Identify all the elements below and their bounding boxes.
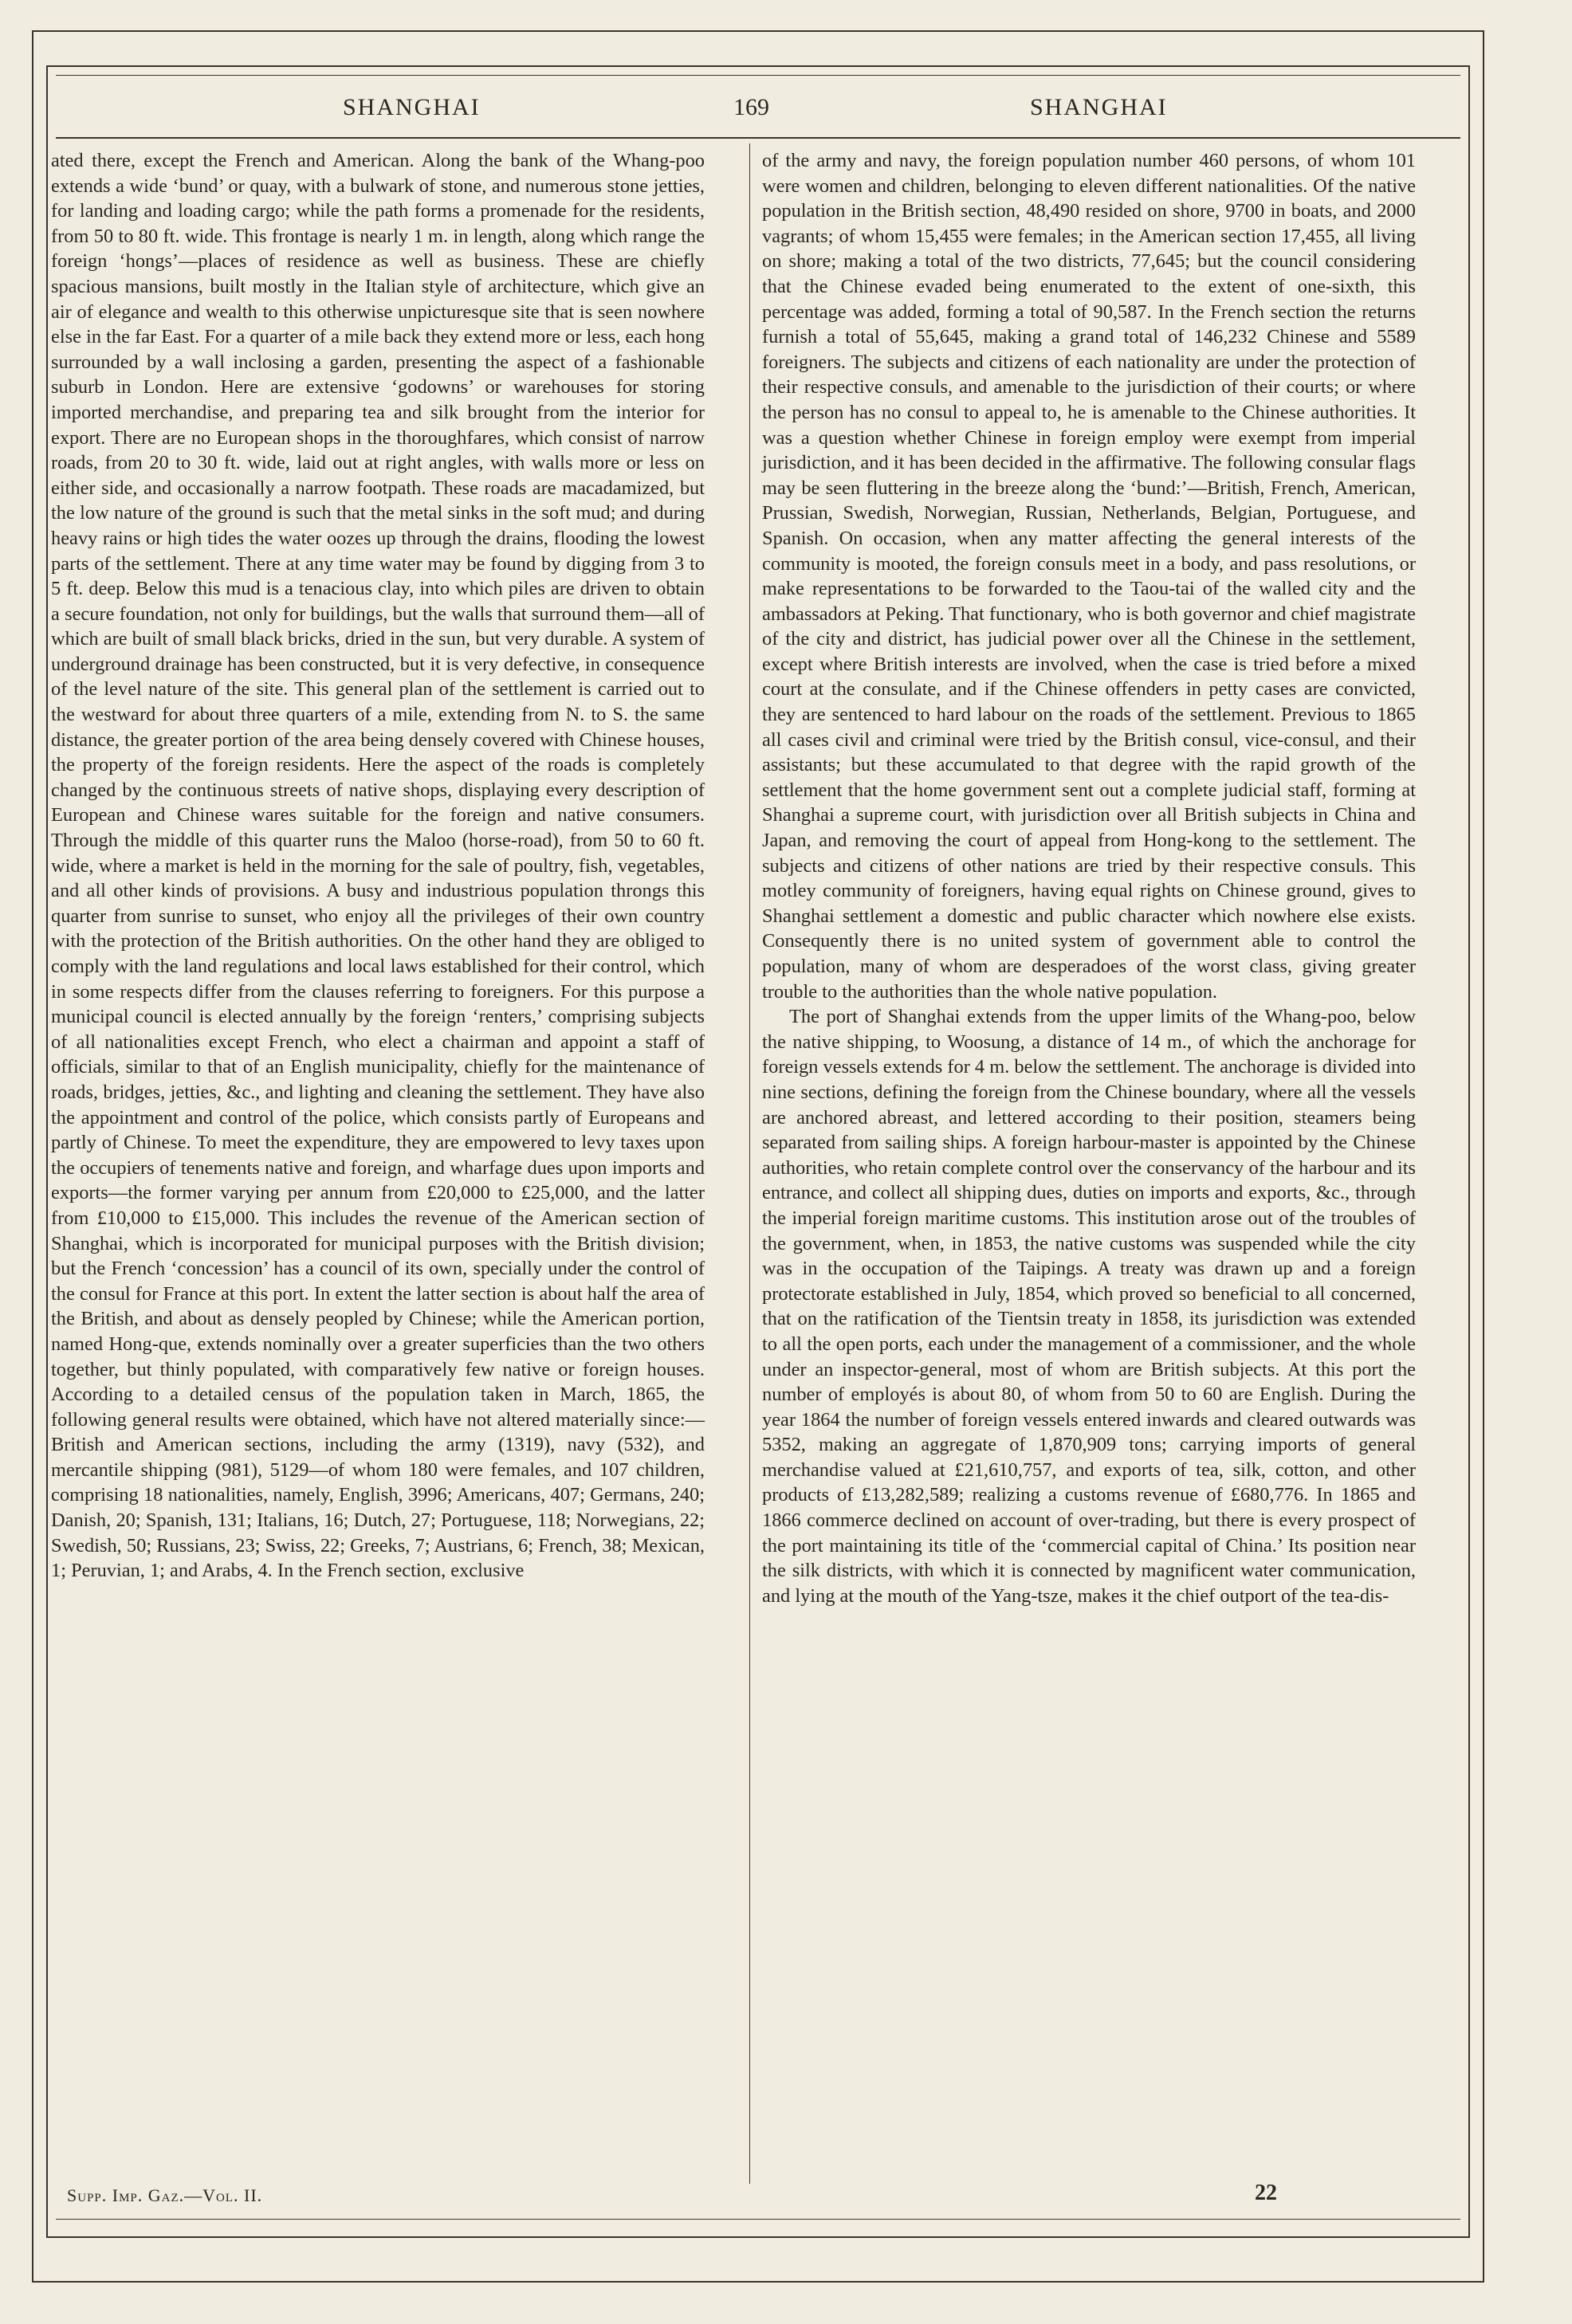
right-paragraph-2: The port of Shanghai extends from the upper limits of the Whang-poo, below the native shipping, to Woosung, a distance of 14 m., of which the anchorage for foreign vessels extends for 4 m. below the settlement. The anchorage is divided into nine sections, defining the foreign from the Chinese boundary, where all the vessels are anchored abreast, and lettered according to their position, steamers being separated from sailing ships. A foreign harbour-master is appointed by the Chinese authorities, who retain complete control over the conservancy of the harbour and its entrance, and collect all shipping dues, duties on imports and exports, &c., through the imperial foreign maritime customs. This institution arose out of the troubles of the government, when, in 1853, the native customs was suspended while the city was in the occupation of the Taipings. A treaty was drawn up and a foreign protectorate established in July, 1854, which proved so beneficial to all concerned, that on the ratification of the Tientsin treaty in 1858, its jurisdiction was extended to all the open ports, each under the management of a commissioner, and the whole under an inspector-general, most of whom are British subjects. At this port the number of employés is about 80, of whom from 50 to 60 are English. During the year 1864 the number of foreign vessels entered inwards and cleared outwards was 5352, making an aggregate of 1,870,909 tons; carrying imports of general merchandise valued at £21,610,757, and exports of tea, silk, cotton, and other products of £13,282,589; realizing a customs revenue of £680,776. In 1865 and 1866 commerce declined on account of over-trading, but there is every prospect of the port maintaining its title of the ‘commercial capital of China.’ Its position near the silk districts, with which it is connected by magnificent water communication, and lying at the mouth of the Yang-tsze, makes it the chief outport of the tea-dis-	[762, 1006, 1416, 1607]
outer-rule-right	[1483, 30, 1484, 2283]
header-rule-top	[56, 75, 1460, 76]
footer-rule	[56, 2219, 1460, 2220]
inner-rule-right	[1468, 65, 1470, 2238]
left-paragraph-1: ated there, except the French and American. Along the bank of the Whang-poo extends a wide ‘bund’ or quay, with a bulwark of stone, and numerous stone jetties, for landing and loading cargo; while the path forms a promenade for the residents, from 50 to 80 ft. wide. This frontage is nearly 1 m. in length, along which range the foreign ‘hongs’—places of residence as well as business. These are chiefly spacious mansions, built mostly in the Italian style of architecture, which give an air of elegance and wealth to this otherwise unpicturesque site that is seen nowhere else in the far East. For a quarter of a mile back they extend more or less, each hong surrounded by a wall inclosing a garden, presenting the aspect of a fashionable suburb in London. Here are extensive ‘godowns’ or warehouses for storing imported merchandise, and preparing tea and silk brought from the interior for export. There are no European shops in the thoroughfares, which consist of narrow roads, from 20 to 30 ft. wide, laid out at right angles, with walls more or less on either side, and occasionally a narrow footpath. These roads are macadamized, but the low nature of the ground is such that the metal sinks in the soft mud; and during heavy rains or high tides the water oozes up through the drains, flooding the lowest parts of the settlement. There at any time water may be found by digging from 3 to 5 ft. deep. Below this mud is a tenacious clay, into which piles are driven to obtain a secure foundation, not only for buildings, but the walls that surround them—all of which are built of small black bricks, dried in the sun, but very durable. A system of underground drainage has been constructed, but it is very defective, in consequence of the level nature of the site. This general plan of the settlement is carried out to the westward for about three quarters of a mile, extending from N. to S. the same distance, the greater portion of the area being densely covered with Chinese houses, the property of the foreign residents. Here the aspect of the roads is completely changed by the continuous streets of native shops, displaying every description of European and Chinese wares suitable for the foreign and native consumers. Through the middle of this quarter runs the Maloo (horse-road), from 50 to 60 ft. wide, where a market is held in the morning for the sale of poultry, fish, vegetables, and all other kinds of provisions. A busy and industrious population throngs this quarter from sunrise to sunset, who enjoy all the privileges of their own country with the protection of the British authorities. On the other hand they are obliged to comply with the land regulations and local laws established for their control, which in some respects differ from the clauses referring to foreigners. For this purpose a municipal council is elected annually by the foreign ‘renters,’ comprising subjects of all nationalities except French, who elect a chairman and appoint a staff of officials, similar to that of an English municipality, chiefly for the maintenance of roads, bridges, jetties, &c., and lighting and cleaning the settlement. They have also the appointment and control of the police, which consists partly of Europeans and partly of Chinese. To meet the expenditure, they are empowered to levy taxes upon the occupiers of tenements native and foreign, and wharfage dues upon imports and exports—the former varying per annum from £20,000 to £25,000, and the latter from £10,000 to £15,000. This includes the revenue of the American section of Shanghai, which is incorporated for municipal purposes with the British division; but the French ‘concession’ has a council of its own, specially under the control of the consul for France at this port. In extent the latter section is about half the area of the British, and about as densely peopled by Chinese; while the American portion, named Hong-que, extends nominally over a greater superficies than the two others together, but thinly populated, with comparatively few native or foreign houses. According to a detailed census of the population taken in March, 1865, the following general results were obtained, which have not altered materially since:— British and American sections, including the army (1319), navy (532), and mercantile shipping (981), 5129—of whom 180 were females, and 107 children, comprising 18 nationalities, namely, English, 3996; Americans, 407; Germans, 240; Danish, 20; Spanish, 131; Italians, 16; Dutch, 27; Portuguese, 118; Norwegians, 22; Swedish, 50; Russians, 23; Swiss, 22; Greeks, 7; Austrians, 6; French, 38; Mexican, 1; Peruvian, 1; and Arabs, 4. In the French section, exclusive	[51, 150, 705, 1582]
inner-rule-bottom	[46, 2236, 1470, 2238]
inner-rule-top	[46, 65, 1470, 67]
footer-signature: 22	[1255, 2181, 1277, 2205]
header-left-title: SHANGHAI	[343, 94, 481, 120]
left-column	[51, 148, 705, 1584]
outer-rule-top	[32, 30, 1484, 32]
inner-rule-left	[46, 65, 48, 2238]
outer-rule-left	[32, 30, 33, 2283]
footer-volume: Supp. Imp. Gaz.—Vol. II.	[67, 2185, 263, 2205]
header-right-title: SHANGHAI	[1030, 94, 1168, 120]
running-header	[56, 94, 1444, 134]
column-divider	[749, 143, 750, 2184]
page-number: 169	[733, 94, 769, 120]
right-column	[762, 148, 1416, 1608]
header-rule-bottom	[56, 137, 1460, 139]
right-paragraph-1: of the army and navy, the foreign population number 460 persons, of whom 101 were women and children, belonging to eleven different nationalities. Of the native population in the British section, 48,490 resided on shore, 9700 in boats, and 2000 vagrants; of whom 15,455 were females; in the American section 17,455, all living on shore; making a total of the two districts, 77,645; but the council considering that the Chinese evaded being enumerated to the extent of one-sixth, this percentage was added, forming a total of 90,587. In the French section the returns furnish a total of 55,645, making a grand total of 146,232 Chinese and 5589 foreigners. The subjects and citizens of each nationality are under the protection of their respective consuls, and amenable to the jurisdiction of their courts; or where the person has no consul to appeal to, he is amenable to the Chinese authorities. It was a question whether Chinese in foreign employ were exempt from imperial jurisdiction, and it has been decided in the affirmative. The following consular flags may be seen fluttering in the breeze along the ‘bund:’—British, French, American, Prussian, Swedish, Norwegian, Russian, Netherlands, Belgian, Portuguese, and Spanish. On occasion, when any matter affecting the general interests of the community is mooted, the foreign consuls meet in a body, and pass resolutions, or make representations to be forwarded to the Taou-tai of the walled city and the ambassadors at Peking. That functionary, who is both governor and chief magistrate of the city and district, has judicial power over all the Chinese in the settlement, except where British interests are involved, when the case is tried before a mixed court at the consulate, and if the Chinese offenders in petty cases are convicted, they are sentenced to hard labour on the roads of the settlement. Previous to 1865 all cases civil and criminal were tried by the British consul, vice-consul, and their assistants; but these accumulated to that degree with the rapid growth of the settlement that the home government sent out a complete judicial staff, forming at Shanghai a supreme court, with jurisdiction over all British subjects in China and Japan, and removing the court of appeal from Hong-kong to the settlement. The subjects and citizens of other nations are tried by their respective consuls. This motley community of foreigners, having equal rights on Chinese ground, gives to Shanghai settlement a domestic and public character which nowhere else exists. Consequently there is no united system of government able to control the population, many of whom are desperadoes of the worst class, giving greater trouble to the authorities than the whole native population.	[762, 150, 1416, 1003]
outer-rule-bottom	[32, 2281, 1484, 2283]
